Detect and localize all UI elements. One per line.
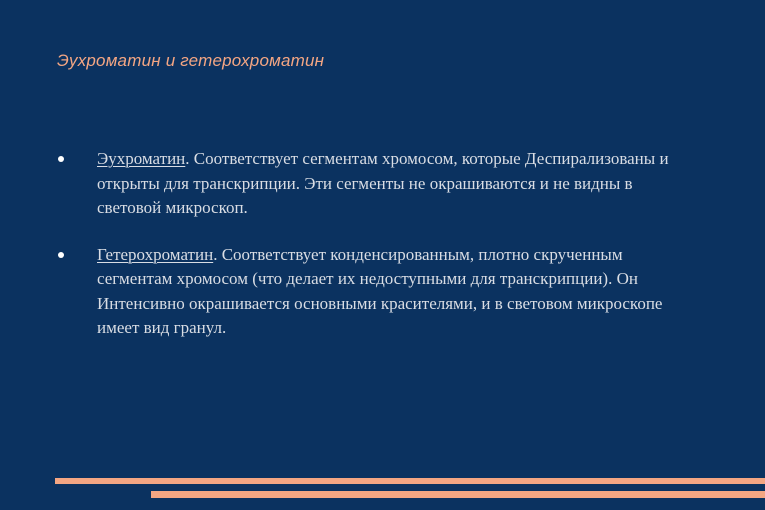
bullet-text: . Соответствует конденсированным, плотно скрученным сегментам хромосом (что делает их недоступными для транскрипции). Он Интенсивно окрашивается основными красителями, и в световом микроскопе имеет вид гранул.	[97, 244, 663, 337]
bullet-term: Гетерохроматин	[97, 244, 214, 264]
decorative-bar-top	[55, 478, 765, 484]
bullet-text: . Соответствует сегментам хромосом, которые Деспирализованы и открыты для транскрипции. Эти сегменты не окрашиваются и не видны в световой микроскоп.	[97, 149, 669, 217]
bullet-list	[57, 147, 697, 363]
bullet-dot-icon	[58, 156, 64, 162]
bullet-item-euchromatin	[57, 147, 697, 221]
bullet-dot-icon	[58, 252, 64, 258]
decorative-bar-bottom	[151, 491, 765, 498]
bullet-term: Эухроматин	[97, 149, 186, 168]
bullet-item-heterochromatin	[57, 243, 697, 341]
slide-title: Эухроматин и гетерохроматин	[57, 51, 325, 70]
